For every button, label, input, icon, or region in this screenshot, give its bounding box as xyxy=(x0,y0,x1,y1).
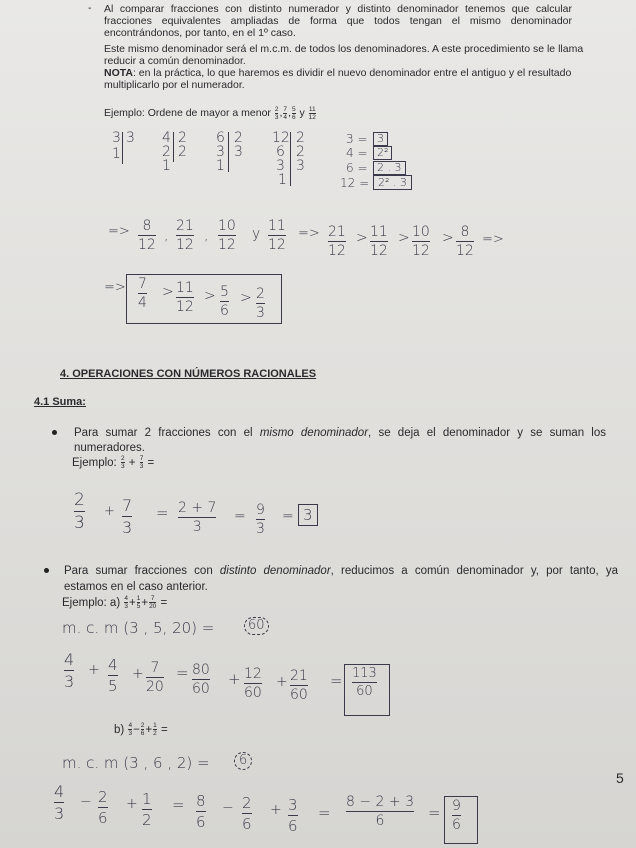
bullet-2-line-1: Para sumar fracciones con distinto denominador, reducimos a común denominador y, por tanto, ya xyxy=(64,565,618,577)
bullet-2-line-2: estamos en el caso anterior. xyxy=(64,581,208,593)
fraction: $\frac{7}{4}$ xyxy=(283,105,288,121)
nota-label: NOTA xyxy=(104,67,133,79)
bullet xyxy=(44,568,49,573)
section-4-title: 4. OPERACIONES CON NÚMEROS RACIONALES xyxy=(60,368,317,380)
fraction: $\frac{2}{3}$ xyxy=(274,105,279,121)
bullet xyxy=(52,430,57,435)
page-number: 5 xyxy=(616,770,624,786)
document-page: - Al comparar fracciones con distinto numerador y distinto denominador tenemos que calcular fracciones equivalentes ampliadas de forma que todos tengan el mismo denominador encontrándonos, por tanto, en el 1º caso. Este mismo denominador será el m.c.m. de todos los denominadores. A este procedimiento se le llama reducir a común denominador. NOTA: en la práctica, lo que haremos es dividir el nuevo denominador entre el antiguo y el resultado multiplicarlo por el numerador. Ejemplo: Ordene de mayor a menor $\frac{2}{3}$ , $\frac{7}{4}$ , $\frac{5}{6}$ y $\frac{11}{12}$ 3 1 3 4 2 1 2 2 6 3 1 2 3 12 6 3 1 2 2 3 3 = 3 4 = 2² 6 = 2 . 3 12 = 2² . 3 => 8 12 , 21 12 , 10 12 y 11 12 => 21 12 > 11 12 > 10 12 > 8 12 => => 7 4 > 11 12 > 5 6 > 2 3 4. OPERACIONES CON NÚMEROS RACIONALES 4.1 Suma: Para sumar 2 fracciones con el mismo denominador, se deja el denominador y se suman los numeradores. Ejemplo: $\frac{2}{3}$ + $\frac{7}{3}$ = 2 3 + 7 3 = 2 + 7 3 = 9 3 = 3 Para sumar fracciones con distinto denominador, reducimos a común denominador y, por tanto, ya estamos en el caso anterior. Ejemplo: a) $\frac{4}{3}$ + $\frac{1}{5}$ + $\frac{7}{20}$ = m. c. m (3 , 5, 20) = 60 4 3 + 4 5 + 7 20 = 80 60 + 12 60 + 21 60 = 113 60 b) $\frac{4}{3}$ − $\frac{2}{6}$ + $\frac{1}{2}$ = m. c. m (3 , 6 , 2) = 6 4 3 − 2 6 + 1 2 = 8 6 − 2 6 + 3 6 = 8 − 2 + 3 6 = 9 6 5 xyxy=(0,0,636,848)
example-order: Ejemplo: Ordene de mayor a menor $\frac{2}{3}$ , $\frac{7}{4}$ , $\frac{5}{6}$ y $\frac{11}{12}$ xyxy=(104,105,316,121)
bullet-2-example-a: Ejemplo: a) $\frac{4}{3}$ + $\frac{1}{5}$ + $\frac{7}{20}$ = xyxy=(62,595,168,611)
bullet-1-example: Ejemplo: $\frac{2}{3}$ + $\frac{7}{3}$ = xyxy=(72,455,155,471)
fraction: $\frac{5}{6}$ xyxy=(291,105,296,121)
example-order-label: Ejemplo: Ordene de mayor a menor xyxy=(104,107,271,119)
intro-line-2: fracciones equivalentes ampliadas de forma que todos tengan el mismo denominador xyxy=(104,15,572,27)
intro-line-4: Este mismo denominador será el m.c.m. de todos los denominadores. A este procedimiento se le llama xyxy=(104,43,584,55)
intro-line-6 xyxy=(104,67,571,79)
nota-text: : en la práctica, lo que haremos es dividir el nuevo denominador entre el antiguo y el resultado xyxy=(132,67,572,79)
bullet-1-line-1: Para sumar 2 fracciones con el mismo denominador, se deja el denominador y se suman los xyxy=(74,427,607,439)
intro-line-7: multiplicarlo por el numerador. xyxy=(104,79,245,91)
intro-line-5: reducir a común denominador. xyxy=(104,55,246,67)
section-4-1-title: 4.1 Suma: xyxy=(34,396,86,408)
stray-mark: - xyxy=(88,2,92,14)
fraction: $\frac{11}{12}$ xyxy=(308,105,316,121)
intro-line-3: encontrándonos, por tanto, en el 1º caso. xyxy=(104,27,296,39)
intro-line-1: Al comparar fracciones con distinto numerador y distinto denominador tenemos que calcular xyxy=(104,3,572,15)
bullet-2-example-b: b) $\frac{4}{3}$ − $\frac{2}{6}$ + $\frac{1}{2}$ = xyxy=(114,722,168,738)
bullet-1-line-2: numeradores. xyxy=(74,442,145,454)
